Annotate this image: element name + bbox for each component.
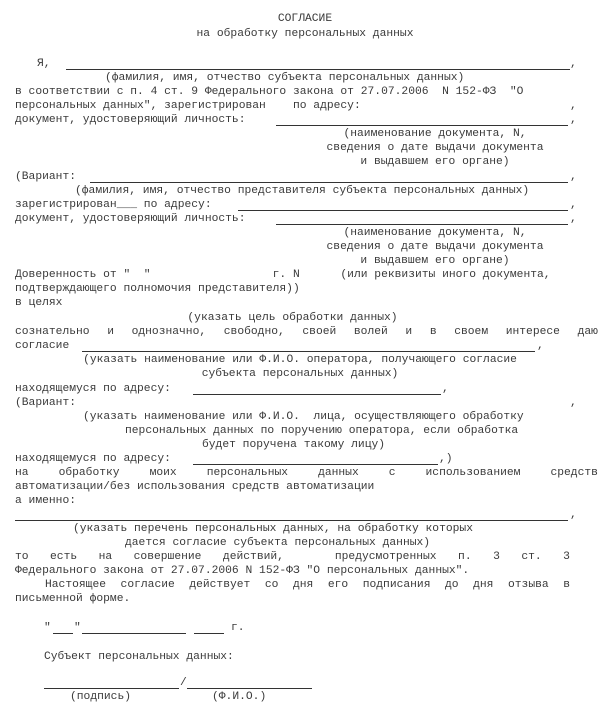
comma: , (537, 340, 544, 352)
representative-variant-label: (Вариант: (15, 171, 77, 183)
consent-label: согласие (15, 340, 70, 352)
data-list-hint: дается согласие субъекта персональных данных) (125, 537, 431, 549)
comma: , (570, 114, 577, 126)
purpose-hint: (указать цель обработки данных) (187, 312, 398, 324)
subject-doc-hint: сведения о дате выдачи документа (326, 142, 544, 154)
processing-line: на обработку моих персональных данных с использованием средств (15, 467, 598, 479)
representative-doc-hint: и выдавшем его органе) (360, 255, 510, 267)
subject-name-field[interactable] (66, 69, 570, 70)
subject-name-hint: (фамилия, имя, отчество субъекта персональных данных) (105, 72, 465, 84)
date-year-field[interactable] (194, 633, 224, 634)
subject-doc-label: документ, удостоверяющий личность: (15, 114, 246, 126)
processor-hint: персональных данных по поручению оператора, если обработка (125, 425, 519, 437)
date-quote-open: " (44, 622, 51, 634)
actions-line-2: Федерального закона от 27.07.2006 N 152-ФЗ "О персональных данных". (15, 565, 470, 577)
representative-registered-label: зарегистрирован___ по адресу: (15, 199, 212, 211)
full-name-field[interactable] (187, 688, 312, 689)
processor-hint: будет поручена такому лицу) (202, 439, 386, 451)
document-title: СОГЛАСИЕ (277, 13, 333, 25)
date-month-field[interactable] (82, 633, 186, 634)
representative-doc-hint: сведения о дате выдачи документа (326, 241, 544, 253)
date-year-suffix: г. (231, 622, 245, 634)
document-subtitle: на обработку персональных данных (196, 28, 414, 40)
operator-address-label: находящемуся по адресу: (15, 383, 171, 395)
actions-line: то есть на совершение действий, предусмотренных п. 3 ст. 3 (15, 551, 570, 563)
comma: , (570, 213, 577, 225)
full-name-hint: (Ф.И.О.) (212, 691, 267, 703)
subject-registered-label: персональных данных", зарегистрирован по адресу: (15, 100, 361, 112)
validity-line-2: письменной форме. (15, 593, 131, 605)
comma: , (570, 397, 577, 409)
processor-address-end: ,) (439, 453, 453, 465)
representative-doc-label: документ, удостоверяющий личность: (15, 213, 246, 225)
operator-hint: субъекта персональных данных) (201, 368, 399, 380)
law-reference-line: в соответствии с п. 4 ст. 9 Федерального закона от 27.07.2006 N 152-ФЗ "О (15, 86, 524, 98)
operator-hint: (указать наименование или Ф.И.О. оператора, получающего согласие (83, 354, 517, 366)
power-of-attorney-line-2: подтверждающего полномочия представителя)) (15, 283, 300, 295)
validity-line: Настоящее согласие действует со дня его подписания до дня отзыва в (45, 579, 570, 591)
representative-doc-hint: (наименование документа, N, (343, 227, 527, 239)
subject-doc-field[interactable] (276, 125, 568, 126)
subject-doc-hint: (наименование документа, N, (343, 128, 527, 140)
comma: , (570, 199, 577, 211)
purpose-label: в целях (15, 297, 63, 309)
representative-name-hint: (фамилия, имя, отчество представителя субъекта персональных данных) (75, 185, 530, 197)
date-day-field[interactable] (53, 633, 73, 634)
operator-address-field[interactable] (193, 394, 441, 395)
comma: , (570, 509, 577, 521)
power-of-attorney-line: Доверенность от " " г. N (или реквизиты иного документа, (15, 269, 551, 281)
signature-field[interactable] (44, 688, 179, 689)
data-list-hint: (указать перечень персональных данных, на обработку которых (73, 523, 473, 535)
data-list-field[interactable] (15, 520, 568, 521)
subject-address-field[interactable] (340, 111, 568, 112)
signature-slash: / (180, 677, 187, 689)
processor-address-label: находящемуся по адресу: (15, 453, 171, 465)
comma: , (570, 100, 577, 112)
processor-hint: (указать наименование или Ф.И.О. лица, осуществляющего обработку (83, 411, 524, 423)
comma: , (570, 58, 577, 70)
comma: , (570, 171, 577, 183)
consent-line: сознательно и однозначно, свободно, своей волей и в своем интересе даю (15, 326, 598, 338)
processing-line-2: автоматизации/без использования средств автоматизации (15, 481, 375, 493)
processor-address-field[interactable] (193, 464, 438, 465)
signature-label: Субъект персональных данных: (44, 651, 234, 663)
signature-hint: (подпись) (70, 691, 132, 703)
representative-name-field[interactable] (90, 182, 568, 183)
representative-address-field[interactable] (238, 210, 568, 211)
namely-label: а именно: (15, 495, 77, 507)
processor-variant-label: (Вариант: (15, 397, 77, 409)
subject-doc-hint: и выдавшем его органе) (360, 156, 510, 168)
comma: , (442, 383, 449, 395)
operator-name-field[interactable] (82, 351, 535, 352)
date-quote-close: " (74, 622, 81, 634)
representative-doc-field[interactable] (276, 224, 568, 225)
subject-prefix: Я, (37, 58, 51, 70)
